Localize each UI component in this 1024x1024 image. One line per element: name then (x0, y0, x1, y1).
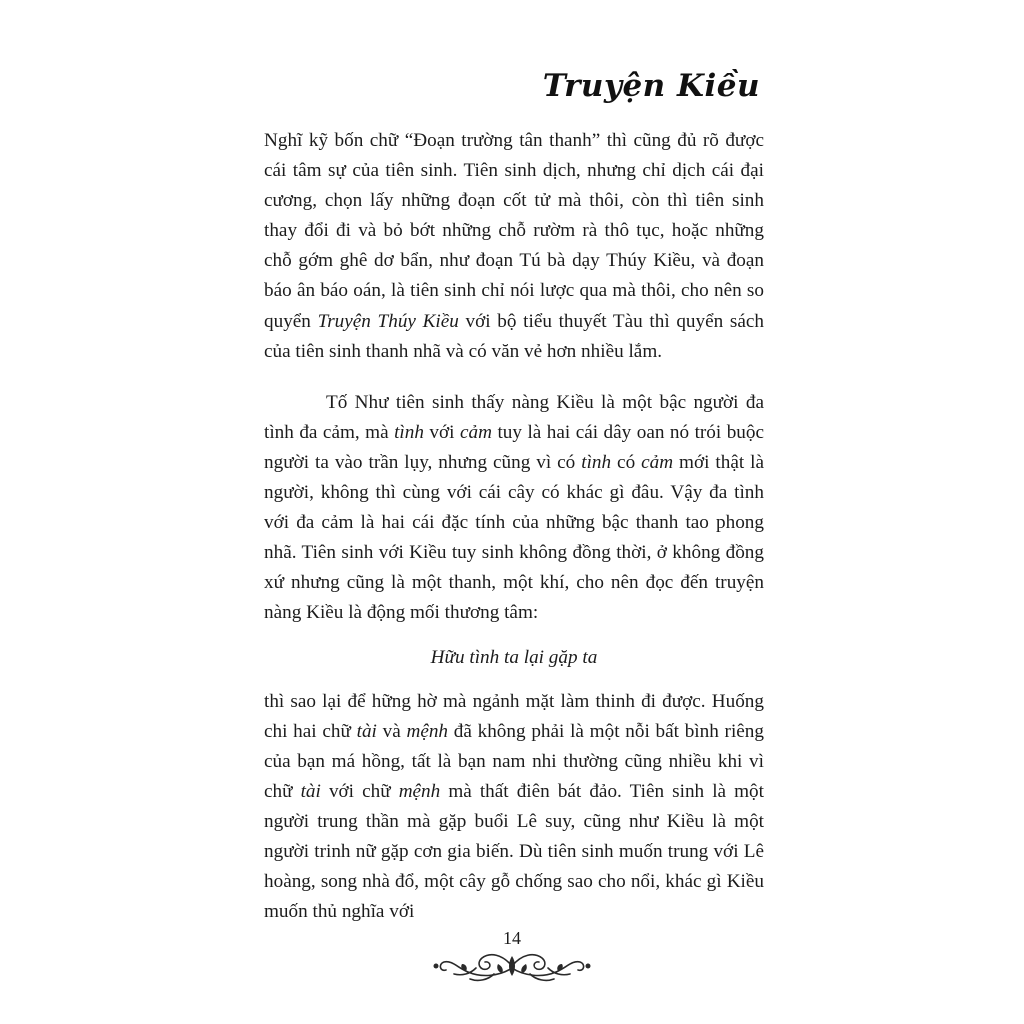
p3-seg-3: mệnh (406, 720, 449, 742)
paragraph-2 (264, 388, 764, 629)
p3-seg-2: và (376, 720, 407, 742)
p3-seg-6: với chữ (320, 780, 399, 802)
p2-seg-1: tình (394, 421, 424, 443)
paragraph-3 (264, 687, 764, 928)
p2-seg-6: có (611, 451, 642, 473)
p3-seg-4: đã không phải là một nỗi bất bình riêng của bạn má hồng, tất là bạn nam nhi thường cũng nhiều khi vì chữ (264, 720, 764, 802)
paragraph-1 (264, 126, 764, 367)
floral-ornament-icon (432, 944, 592, 986)
verse-line: Hữu tình ta lại gặp ta (430, 646, 598, 668)
p3-seg-7: mệnh (398, 780, 441, 802)
p3-seg-1: tài (356, 720, 377, 742)
p2-seg-7: cảm (641, 451, 674, 473)
p2-seg-0: Tố Như tiên sinh thấy nàng Kiều là một bậc người đa tình đa cảm, mà (264, 391, 764, 443)
p2-seg-8: mới thật là người, không thì cùng với cái cây có khác gì đâu. Vậy đa tình với đa cảm là hai cái đặc tính của những bậc thanh tao phong nhã. Tiên sinh với Kiều tuy sinh không đồng thời, ở không đồng xứ nhưng cũng là một thanh, một khí, cho nên đọc đến truyện nàng Kiều là động mối thương tâm: (264, 451, 764, 624)
p3-seg-0: thì sao lại để hững hờ mà ngảnh mặt làm thinh đi được. Huống chi hai chữ (264, 690, 764, 742)
p1-seg-2: với bộ tiểu thuyết Tàu thì quyển sách của tiên sinh thanh nhã và có văn vẻ hơn nhiều lắm. (264, 310, 764, 362)
p2-seg-5: tình (581, 451, 612, 473)
running-header-title: Truyện Kiều (542, 68, 760, 104)
p2-seg-2: với (423, 421, 460, 443)
p1-seg-0: Nghĩ kỹ bốn chữ “Đoạn trường tân thanh” thì cũng đủ rõ được cái tâm sự của tiên sinh. Tiên sinh dịch, nhưng chỉ dịch cái đại cương, chọn lấy những đoạn cốt tử mà thôi, còn thì tiên sinh thay đổi đi và bỏ bớt những chỗ rườm rà thô tục, hoặc những chỗ gớm ghê dơ bẩn, như đoạn Tú bà dạy Thúy Kiều, và đoạn báo ân báo oán, là tiên sinh chỉ nói lược qua mà thôi, cho nên so quyển (264, 130, 764, 332)
p3-seg-5: tài (300, 780, 321, 802)
page-number: 14 (503, 928, 521, 948)
body-text (264, 126, 764, 927)
p3-seg-8: mà thất điên bát đảo. Tiên sinh là một người trung thần mà gặp buổi Lê suy, cũng như Kiều là một người trinh nữ gặp cơn gia biến. Dù tiên sinh muốn trung với Lê hoàng, song nhà đổ, một cây gỗ chống sao cho nổi, khác gì Kiều muốn thủ nghĩa với (264, 780, 764, 923)
p2-seg-4: tuy là hai cái dây oan nó trói buộc người ta vào trần lụy, nhưng cũng vì có (264, 421, 765, 473)
p2-seg-3: cảm (460, 421, 492, 443)
p1-seg-1: Truyện Thúy Kiều (317, 310, 459, 332)
